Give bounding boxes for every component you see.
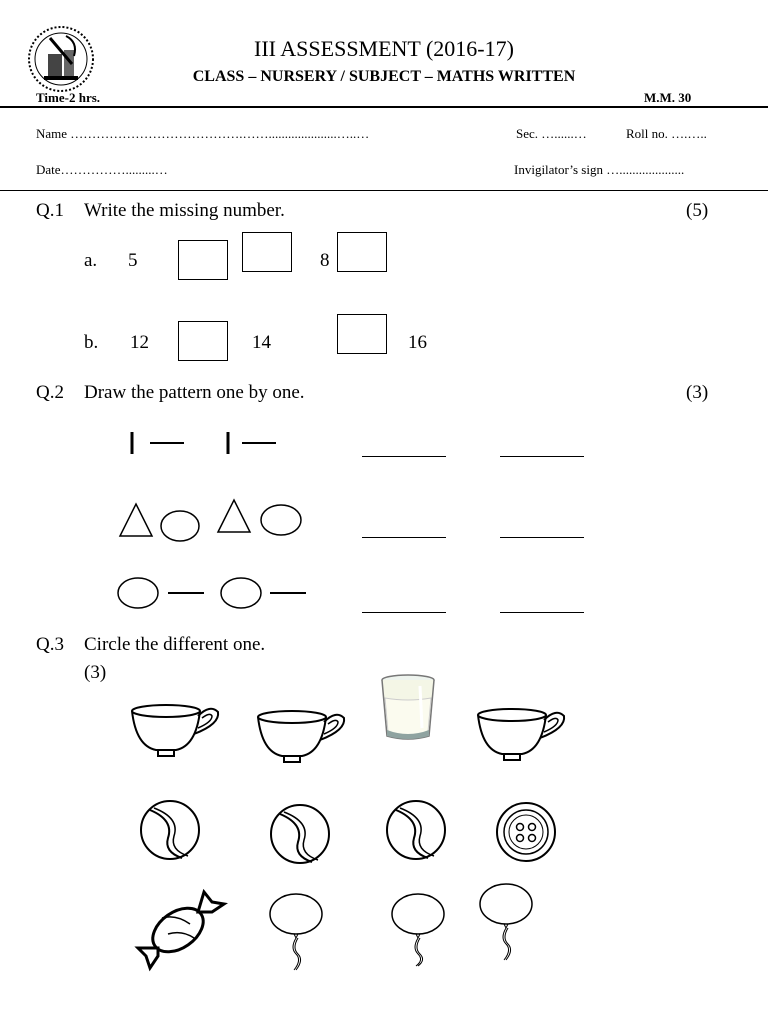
balloon-icon[interactable] xyxy=(390,892,450,976)
q1-marks: (5) xyxy=(686,200,709,221)
pattern-row-lines xyxy=(120,430,290,460)
name-field[interactable]: Name ………………………………….…….....................…..… xyxy=(36,126,370,141)
page-subtitle: CLASS – NURSERY / SUBJECT – MATHS WRITTEN xyxy=(192,68,576,85)
max-marks-label: M.M. 30 xyxy=(644,90,692,105)
date-field[interactable]: Date…………….........… xyxy=(36,162,168,177)
page-title: III ASSESSMENT (2016-17) xyxy=(254,36,514,61)
q3-marks: (3) xyxy=(84,662,107,683)
q1-number: Q.1 xyxy=(36,200,64,221)
q3-number: Q.3 xyxy=(36,634,64,655)
cup-icon[interactable] xyxy=(476,706,566,764)
balloon-icon[interactable] xyxy=(478,882,538,966)
roll-number-field[interactable]: Roll no. ….….. xyxy=(626,126,707,141)
info-divider xyxy=(0,190,768,191)
answer-blank[interactable] xyxy=(362,456,446,457)
glass-of-milk-icon[interactable] xyxy=(380,672,438,744)
answer-box[interactable] xyxy=(242,232,292,272)
cup-icon[interactable] xyxy=(256,708,346,766)
ball-icon[interactable] xyxy=(268,802,332,866)
answer-blank[interactable] xyxy=(500,612,584,613)
q1b-label: b. xyxy=(84,332,99,353)
answer-box[interactable] xyxy=(337,232,387,272)
cup-icon[interactable] xyxy=(130,702,220,760)
q3-text: Circle the different one. xyxy=(84,634,266,655)
q1a-value-2: 8 xyxy=(320,250,330,271)
time-label: Time-2 hrs. xyxy=(36,90,101,105)
ball-icon[interactable] xyxy=(384,798,448,862)
q1a-label: a. xyxy=(84,250,98,271)
answer-blank[interactable] xyxy=(362,537,446,538)
q2-marks: (3) xyxy=(686,382,709,403)
answer-blank[interactable] xyxy=(500,456,584,457)
q1a-value-1: 5 xyxy=(128,250,138,271)
candy-icon[interactable] xyxy=(132,884,228,974)
header-divider xyxy=(0,106,768,108)
pattern-row-circle-line xyxy=(116,574,310,614)
balloon-icon[interactable] xyxy=(268,892,328,976)
q1b-value-3: 16 xyxy=(408,332,427,353)
answer-blank[interactable] xyxy=(500,537,584,538)
q1b-value-1: 12 xyxy=(130,332,149,353)
q2-number: Q.2 xyxy=(36,382,64,403)
answer-blank[interactable] xyxy=(362,612,446,613)
answer-box[interactable] xyxy=(178,240,228,280)
answer-box[interactable] xyxy=(337,314,387,354)
pattern-row-shapes xyxy=(116,498,306,544)
invigilator-sign-field[interactable]: Invigilator’s sign ….................... xyxy=(514,162,685,177)
q2-text: Draw the pattern one by one. xyxy=(84,382,305,403)
ball-icon[interactable] xyxy=(138,798,202,862)
section-field[interactable]: Sec. …......… xyxy=(516,126,587,141)
q1-text: Write the missing number. xyxy=(84,200,285,221)
button-icon[interactable] xyxy=(494,800,558,864)
q1b-value-2: 14 xyxy=(252,332,271,353)
answer-box[interactable] xyxy=(178,321,228,361)
